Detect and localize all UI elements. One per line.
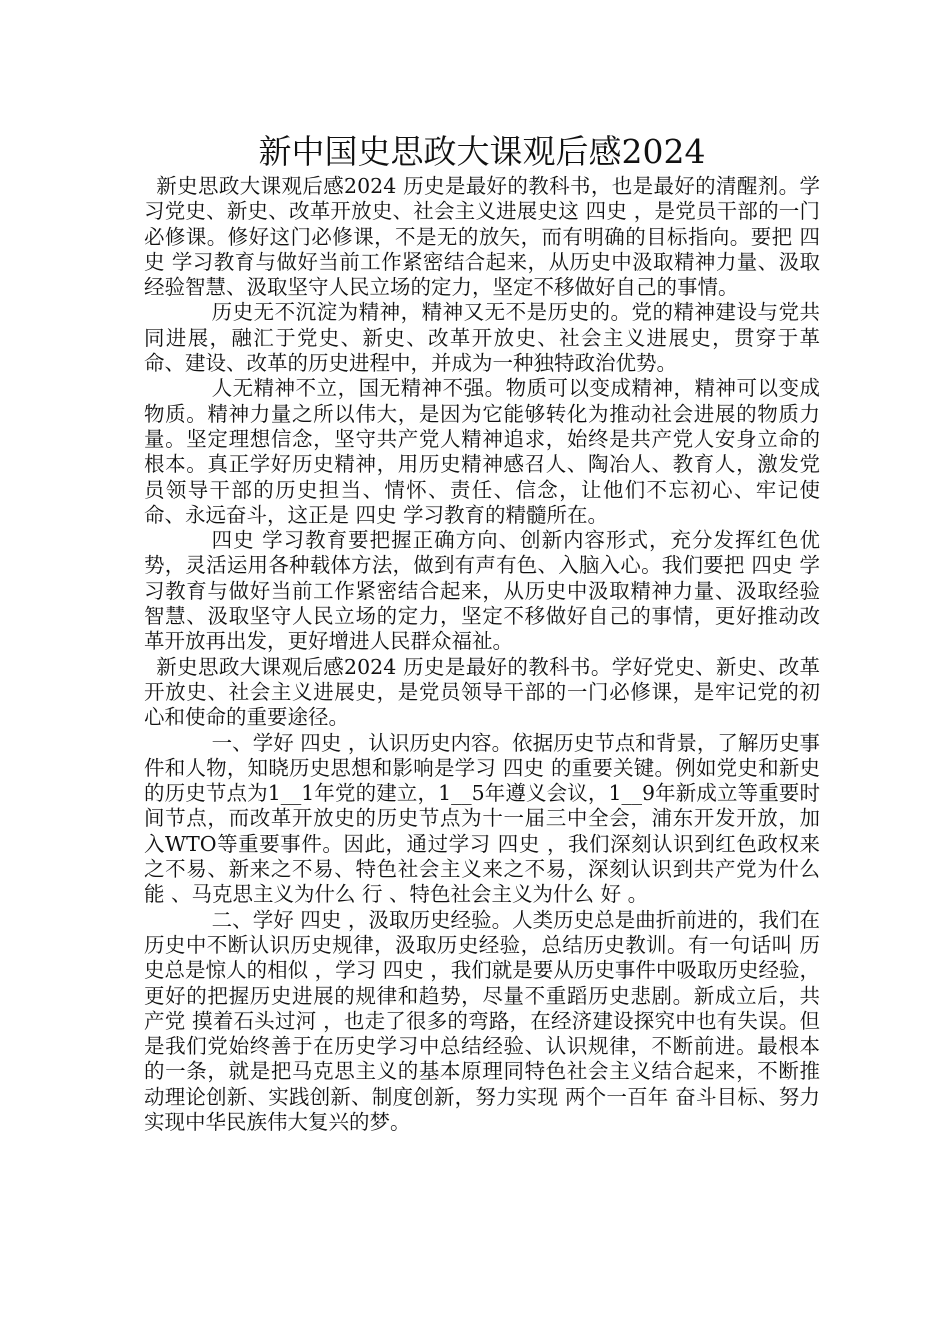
paragraph-6: 一、学好 四史 ，认识历史内容。依据历史节点和背景，了解历史事件和人物，知晓历史思想和影响是学习 四史 的重要关键。例如党史和新史的历史节点为1__1年党的建立，1__5年遵义会议，1__9年新成立等重要时间节点，而改革开放史的历史节点为十一届三中全会，浦东开发开放，加入WTO等重要事件。因此，通过学习 四史 ，我们深刻认识到红色政权来之不易、新来之不易、特色社会主义来之不易，深刻认识到共产党为什么 能 、马克思主义为什么 行 、特色社会主义为什么 好 。	[144, 730, 820, 907]
paragraph-5: 新史思政大课观后感2024 历史是最好的教科书。学好党史、新史、改革开放史、社会主义进展史，是党员领导干部的一门必修课，是牢记党的初心和使命的重要途径。	[144, 654, 820, 730]
paragraph-7: 二、学好 四史 ，汲取历史经验。人类历史总是曲折前进的，我们在历史中不断认识历史规律，汲取历史经验，总结历史教训。有一句话叫 历史总是惊人的相似 ，学习 四史 ，我们就是要从历史事件中吸取历史经验，更好的把握历史进展的规律和趋势，尽量不重蹈历史悲剧。新成立后，共产党 摸着石头过河 ，也走了很多的弯路，在经济建设探究中也有失误。但是我们党始终善于在历史学习中总结经验、认识规律，不断前进。最根本的一条，就是把马克思主义的基本原理同特色社会主义结合起来，不断推动理论创新、实践创新、制度创新，努力实现 两个一百年 奋斗目标、努力实现中华民族伟大复兴的梦。	[144, 907, 820, 1134]
paragraph-4: 四史 学习教育要把握正确方向、创新内容形式，充分发挥红色优势，灵活运用各种载体方法，做到有声有色、入脑入心。我们要把 四史 学习教育与做好当前工作紧密结合起来，从历史中汲取精神力量、汲取经验智慧、汲取坚守人民立场的定力，坚定不移做好自己的事情，更好推动改革开放再出发，更好增进人民群众福祉。	[144, 528, 820, 654]
document-title: 新中国史思政大课观后感2024	[258, 132, 706, 171]
paragraph-2: 历史无不沉淀为精神，精神又无不是历史的。党的精神建设与党共同进展，融汇于党史、新史、改革开放史、社会主义进展史，贯穿于革命、建设、改革的历史进程中，并成为一种独特政治优势。	[144, 300, 820, 376]
paragraph-3: 人无精神不立，国无精神不强。物质可以变成精神，精神可以变成物质。精神力量之所以伟大，是因为它能够转化为推动社会进展的物质力量。坚定理想信念，坚守共产党人精神追求，始终是共产党人安身立命的根本。真正学好历史精神，用历史精神感召人、陶冶人、教育人，激发党员领导干部的历史担当、情怀、责任、信念，让他们不忘初心、牢记使命、永远奋斗，这正是 四史 学习教育的精髓所在。	[144, 376, 820, 527]
document-page	[144, 132, 820, 1135]
paragraph-1: 新史思政大课观后感2024 历史是最好的教科书，也是最好的清醒剂。学习党史、新史、改革开放史、社会主义进展史这 四史 ，是党员干部的一门必修课。修好这门必修课，不是无的放矢，而有明确的目标指向。要把 四史 学习教育与做好当前工作紧密结合起来，从历史中汲取精神力量、汲取经验智慧、汲取坚守人民立场的定力，坚定不移做好自己的事情。	[144, 174, 820, 300]
